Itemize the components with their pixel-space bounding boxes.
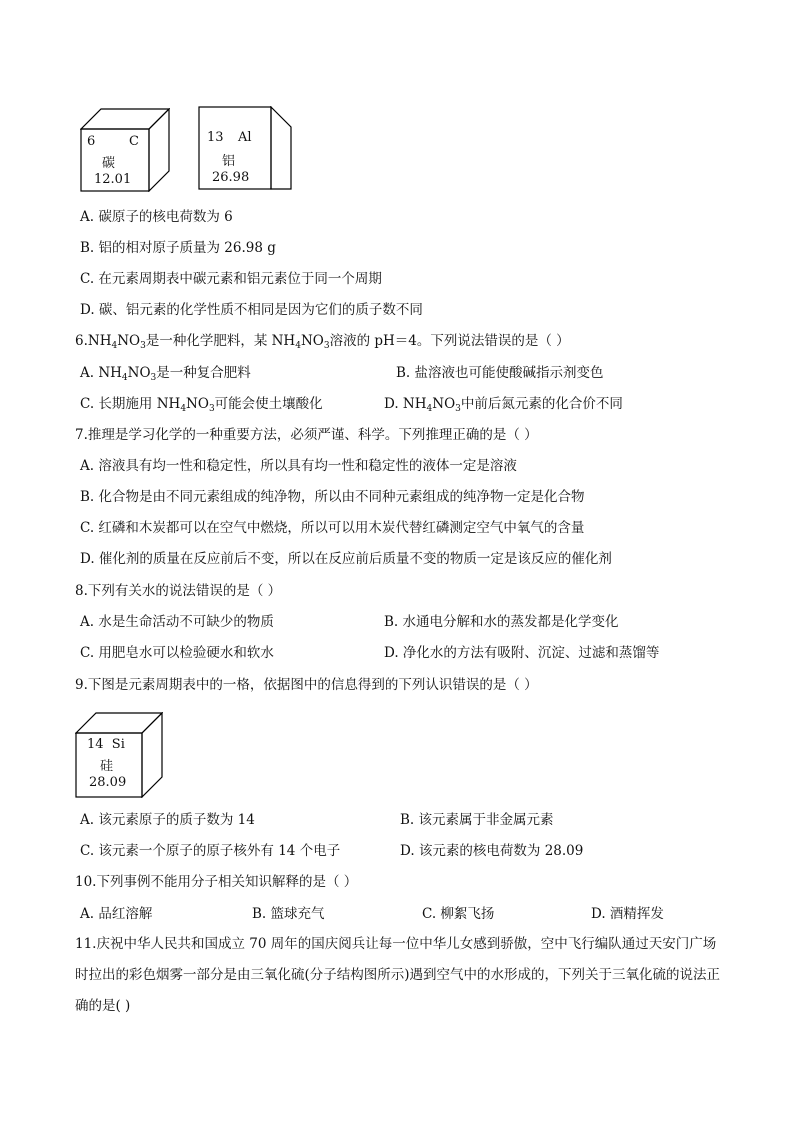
- q6-option-c: C. 长期施用 $NH_4NO_3$可能会使土壤酸化: [80, 396, 323, 414]
- q5-option-d: D. 碳、铝元素的化学性质不相同是因为它们的质子数不同: [80, 302, 423, 318]
- q10-option-d: D. 酒精挥发: [591, 906, 664, 922]
- aluminum-element-cell: [198, 106, 292, 190]
- q7-option-c: C. 红磷和木炭都可以在空气中燃烧，所以可以用木炭代替红磷测定空气中氧气的含量: [80, 520, 585, 536]
- q7-option-b: B. 化合物是由不同元素组成的纯净物，所以由不同种元素组成的纯净物一定是化合物: [80, 489, 585, 505]
- q6-option-d: D. $NH_4NO_3$中前后氮元素的化合价不同: [384, 396, 623, 414]
- q7-option-d: D. 催化剂的质量在反应前后不变，所以在反应前后质量不变的物质一定是该反应的催化剂: [80, 551, 612, 567]
- q10-option-a: A. 品红溶解: [80, 906, 153, 922]
- q7-stem: 7.推理是学习化学的一种重要方法，必须严谨、科学。下列推理正确的是（ ）: [75, 427, 538, 443]
- q8-option-a: A. 水是生命活动不可缺少的物质: [80, 614, 274, 630]
- q7-option-a: A. 溶液具有均一性和稳定性，所以具有均一性和稳定性的液体一定是溶液: [80, 458, 517, 474]
- carbon-number: 6: [87, 134, 96, 149]
- silicon-number-symbol: 14 Si: [87, 737, 125, 752]
- aluminum-mass: 26.98: [212, 170, 250, 185]
- q11-stem: 11.庆祝中华人民共和国成立 70 周年的国庆阅兵让每一位中华儿女感到骄傲，空中飞行编队通过天安门广场时拉出的彩色烟雾一部分是由三氧化硫(分子结构图所示)遇到空气中的水形成的，下列关于三氧化硫的说法正确的是( ): [75, 936, 721, 1014]
- q8-option-b: B. 水通电分解和水的蒸发都是化学变化: [384, 614, 619, 630]
- q9-option-a: A. 该元素原子的质子数为 14: [80, 812, 255, 828]
- q5-option-a: A. 碳原子的核电荷数为 6: [80, 209, 233, 225]
- q9-option-b: B. 该元素属于非金属元素: [400, 812, 554, 828]
- aluminum-number: 13: [207, 130, 224, 145]
- carbon-element-cell: [80, 108, 170, 192]
- q10-option-c: C. 柳絮飞扬: [422, 906, 495, 922]
- q10-option-b: B. 篮球充气: [252, 906, 325, 922]
- aluminum-symbol: Al: [238, 130, 252, 145]
- q8-option-d: D. 净化水的方法有吸附、沉淀、过滤和蒸馏等: [384, 645, 660, 661]
- q9-option-c: C. 该元素一个原子的原子核外有 14 个电子: [80, 843, 341, 859]
- q5-option-c: C. 在元素周期表中碳元素和铝元素位于同一个周期: [80, 271, 382, 287]
- carbon-name: 碳: [102, 156, 116, 171]
- q6-stem: $6.NH_4NO_3$是一种化学肥料，某 $NH_4NO_3$溶液的 pH＝4。下列说法错误的是（ ）: [75, 333, 570, 351]
- silicon-name: 硅: [100, 759, 114, 774]
- q9-option-d: D. 该元素的核电荷数为 28.09: [400, 843, 584, 859]
- q8-stem: 8.下列有关水的说法错误的是（ ）: [75, 583, 282, 599]
- silicon-mass: 28.09: [89, 775, 127, 790]
- q9-stem: 9.下图是元素周期表中的一格，依据图中的信息得到的下列认识错误的是（ ）: [75, 677, 538, 693]
- q5-option-b: B. 铝的相对原子质量为 26.98 g: [80, 240, 276, 256]
- silicon-element-cell: [75, 712, 163, 798]
- carbon-symbol: C: [129, 134, 139, 149]
- carbon-mass: 12.01: [94, 172, 132, 187]
- q10-stem: 10.下列事例不能用分子相关知识解释的是（ ）: [75, 874, 358, 890]
- q8-option-c: C. 用肥皂水可以检验硬水和软水: [80, 645, 274, 661]
- q6-option-a: A. $NH_4NO_3$是一种复合肥料: [80, 365, 251, 383]
- q6-option-b: B. 盐溶液也可能使酸碱指示剂变色: [396, 365, 604, 381]
- aluminum-name: 铝: [222, 154, 236, 169]
